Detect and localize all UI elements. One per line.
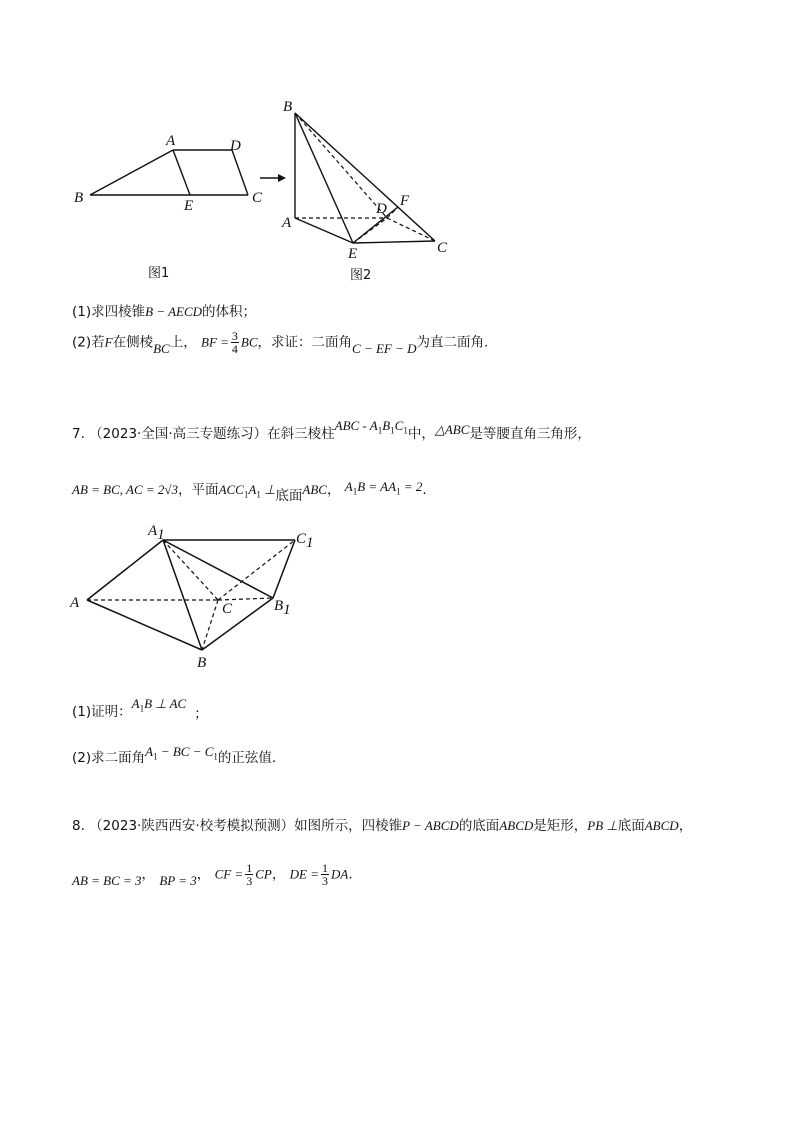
q8-c4-fraction: $\frac{1}{3}$ [321, 861, 328, 888]
q6-part2-BC: BC [153, 340, 170, 356]
q7-part2 [72, 740, 277, 766]
fig2-label-C: C [437, 240, 448, 256]
q6-part1-expr: B − AECD [145, 304, 203, 319]
q7-plane: $ACC_1A_1$ ⊥ [218, 482, 276, 500]
fig1-label-E: E [184, 198, 194, 214]
figure-3 [60, 515, 330, 675]
q8-c4-lhs: DE = [289, 866, 319, 882]
q6-part2-mid3: ，求证：二面角 [257, 334, 353, 351]
q8-conditions [72, 862, 353, 887]
q8-mid3: 底面 [617, 818, 645, 834]
q6-part1-prefix: (1)求四棱锥 [72, 304, 146, 320]
q6-part2-F: F [104, 334, 113, 350]
q7-title-text: 7. （2023·全国·高三专题练习）在斜三棱柱 [72, 426, 335, 442]
q7-part1-prefix: (1)证明： [72, 704, 132, 720]
fig2-label-E: E [348, 246, 358, 262]
q7-part2-suffix: 的正弦值. [217, 750, 277, 766]
q8-pyr: P − ABCD [402, 818, 459, 833]
fig3-label-B: B [197, 655, 207, 671]
q7-part2-prefix: (2)求二面角 [72, 750, 146, 766]
q7-part1-expr: $A_1B$ ⊥ AC [131, 696, 187, 714]
q8-mid2: 是矩形， [533, 818, 588, 834]
fig3-label-B1: B1 [274, 598, 291, 618]
q7-tri: △ABC [434, 422, 470, 437]
q8-c1: AB = BC = 3 [72, 872, 142, 888]
q8-sep1: ， [141, 866, 156, 883]
q8-abcd: ABCD [499, 818, 534, 833]
fig1-label-A: A [166, 133, 176, 149]
q8-title-text: 8. （2023·陕西西安·校考模拟预测）如图所示，四棱锥 [72, 818, 403, 834]
fig2-label-F: F [400, 193, 410, 209]
q6-part2-prefix: (2)若 [72, 334, 105, 351]
q8-sep3: ， [271, 866, 286, 883]
q7-title [72, 418, 591, 444]
q7-mid1: 中， [407, 426, 435, 442]
q8-mid1: 的底面 [458, 818, 500, 834]
q7-prism: ABC - $A_1B_1C_1$ [334, 418, 408, 436]
figure-2 [280, 95, 460, 265]
fig2-caption: 图2 [350, 268, 372, 283]
q7-mid2: 是等腰直角三角形， [469, 426, 591, 442]
fig1-caption: 图1 [148, 266, 170, 281]
q7-part1-suffix: ； [194, 706, 208, 722]
fig2-label-D: D [376, 201, 387, 217]
q8-abcd2: ABCD [644, 818, 679, 833]
q8-title [72, 814, 692, 834]
fig3-label-A: A [70, 595, 80, 611]
q7-mid3: ，平面 [178, 482, 219, 498]
q7-abc: ABC [302, 482, 327, 497]
q7-part2-expr: $A_1$ − BC − $C_1$ [145, 744, 218, 762]
q6-frac-den: 4 [231, 342, 238, 356]
q7-dot: . [422, 482, 427, 498]
fig1-label-D: D [230, 138, 241, 154]
q8-c3-rhs: CP [255, 866, 272, 882]
q6-frac-num: 3 [231, 329, 238, 343]
fig1-label-C: C [252, 190, 263, 206]
q6-part2-angle: C − EF − D [352, 340, 417, 356]
fig3-label-C1: C1 [296, 531, 314, 551]
q8-pb: PB ⊥ [587, 818, 618, 833]
q7-cond2: $A_1B = AA_1 = 2$ [344, 479, 423, 497]
q8-c3-fraction: $\frac{1}{3}$ [246, 861, 253, 888]
q8-c4-rhs: DA [330, 866, 349, 882]
q6-part2-mid1: 在侧棱 [112, 334, 154, 351]
q6-fraction [231, 330, 239, 355]
fig2-label-A: A [282, 215, 292, 231]
fig3-label-A1: A1 [148, 523, 165, 543]
q6-part2-mid2: 上， [169, 334, 197, 351]
q8-end: ， [678, 818, 693, 834]
q6-part1-suffix: 的体积； [202, 304, 257, 320]
q7-conditions [72, 478, 427, 504]
q7-mid4: ， [326, 482, 341, 498]
q6-part2-lhs: BF = [201, 334, 229, 350]
q8-c2: BP = 3 [159, 872, 197, 888]
q6-part1 [72, 300, 256, 320]
fig3-label-C: C [222, 601, 233, 617]
q6-part2 [72, 330, 488, 355]
q8-dot: . [348, 866, 353, 883]
q7-part1 [72, 692, 208, 722]
q8-sep2: ， [196, 866, 211, 883]
fig1-label-B: B [74, 190, 84, 206]
q8-c3-lhs: CF = [214, 866, 244, 882]
q6-part2-suffix: 为直二面角. [416, 334, 489, 351]
q7-base: 底面 [275, 488, 303, 504]
fig2-label-B: B [283, 99, 293, 115]
figure-1 [60, 130, 280, 220]
q7-cond1: AB = BC, AC = 2√3 [72, 482, 179, 497]
q6-part2-rhs: BC [240, 334, 258, 350]
